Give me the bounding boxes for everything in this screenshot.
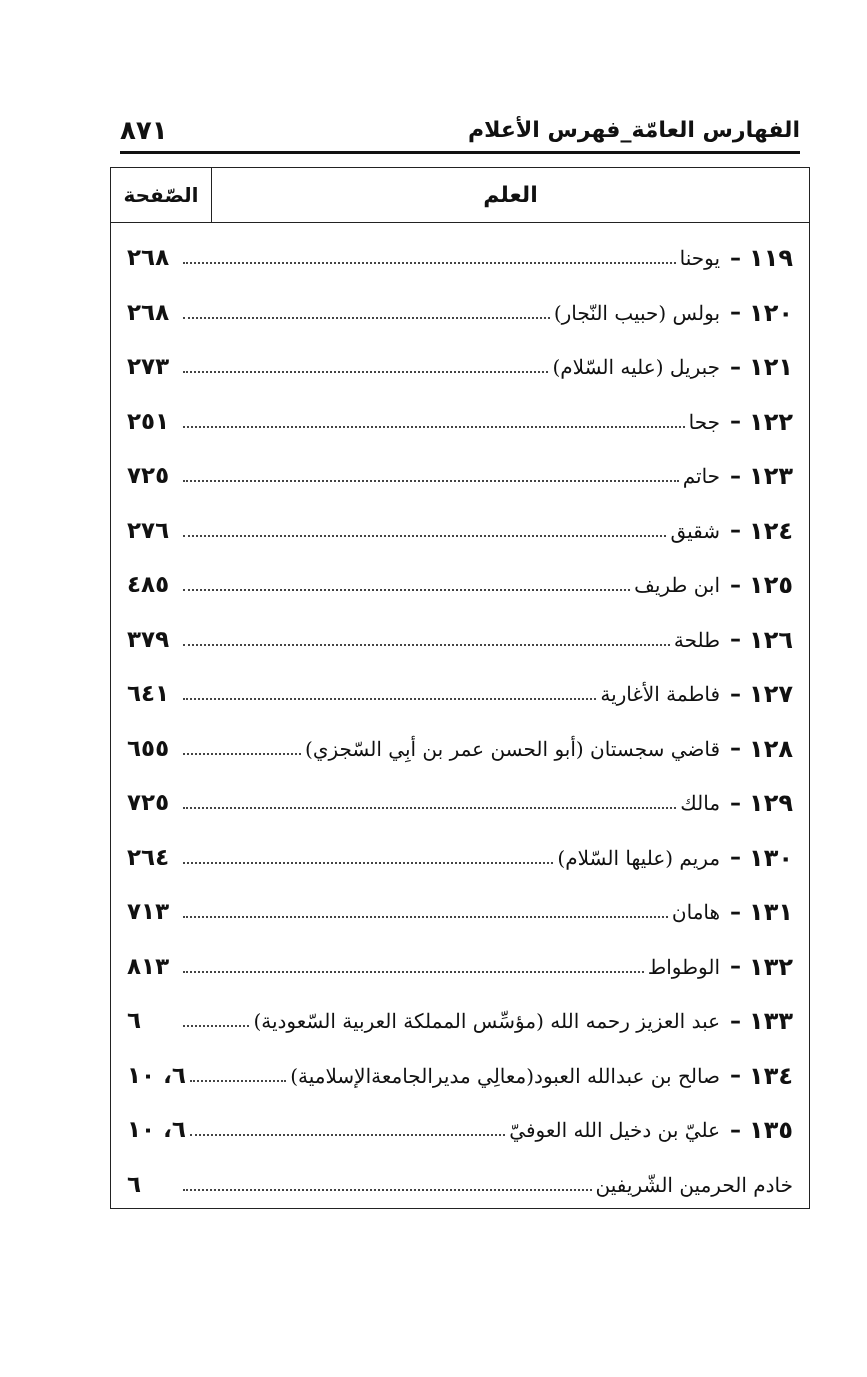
table-row <box>111 667 809 722</box>
table-row <box>111 558 809 613</box>
entry-number: ١٣١ <box>749 898 793 927</box>
entry-dash: – <box>730 463 742 489</box>
entry-name: فاطمة الأغارية <box>600 682 721 707</box>
dot-leader <box>183 535 666 537</box>
entry-name: يوحنا <box>679 246 721 271</box>
entry-name: حاتم <box>682 464 721 489</box>
names-index-table <box>110 167 810 1209</box>
table-row <box>111 776 809 831</box>
dot-leader <box>183 589 630 591</box>
dot-leader <box>190 1134 505 1136</box>
table-row <box>111 831 809 886</box>
entry-dash: – <box>730 899 742 925</box>
dot-leader <box>183 862 553 864</box>
table-body <box>111 223 809 1212</box>
entry-number: ١١٩ <box>749 244 793 273</box>
entry-name: الوطواط <box>647 954 721 979</box>
page-number: ٨٧١ <box>120 116 168 146</box>
entry-pages: ٧٢٥ <box>127 790 170 817</box>
entry-name: مالك <box>680 791 721 816</box>
dot-leader <box>183 1025 249 1027</box>
entry-pages: ٦ <box>127 1171 142 1198</box>
entry-name: بولس (حبيب النّجار) <box>553 300 721 325</box>
entry-dash: – <box>730 790 742 816</box>
entry-name: قاضي سجستان (أبو الحسن عمر بن أبِي السّجزي) <box>305 736 721 761</box>
entry-name: مريم (عليها السّلام) <box>557 845 721 870</box>
dot-leader <box>183 916 668 918</box>
dot-leader <box>183 426 685 428</box>
entry-number: ١٢٤ <box>749 516 793 545</box>
entry-pages: ٢٧٦ <box>127 517 170 544</box>
header-title: الفهارس العامّة_فهرس الأعلام <box>468 118 800 143</box>
entry-number: ١٢٣ <box>749 462 793 491</box>
entry-dash: – <box>730 300 742 326</box>
table-row <box>111 286 809 341</box>
entry-pages: ٦، ١٠ <box>127 1062 186 1089</box>
entry-number: ١٢٠ <box>749 298 793 327</box>
table-row <box>111 940 809 995</box>
entry-dash: – <box>730 681 742 707</box>
entry-number: ١٣٠ <box>749 843 793 872</box>
entry-dash: – <box>730 1008 742 1034</box>
entry-pages: ٣٧٩ <box>127 626 170 653</box>
entry-dash: – <box>730 1117 742 1143</box>
entry-name: عبد العزيز رحمه الله (مؤسِّس المملكة العربية السّعودية) <box>253 1009 721 1034</box>
table-row <box>111 1158 809 1213</box>
entry-number: ١٣٤ <box>749 1061 793 1090</box>
entry-pages: ٢٦٨ <box>127 245 170 272</box>
table-row <box>111 340 809 395</box>
table-row <box>111 231 809 286</box>
dot-leader <box>190 1080 286 1082</box>
entry-pages: ٤٨٥ <box>127 572 170 599</box>
entry-pages: ٢٥١ <box>127 408 170 435</box>
page-header <box>120 116 800 150</box>
entry-pages: ٦٥٥ <box>127 735 170 762</box>
dot-leader <box>183 644 670 646</box>
entry-number: ١٢٩ <box>749 789 793 818</box>
header-divider <box>120 151 800 154</box>
entry-number: ١٢٧ <box>749 680 793 709</box>
column-header-page: الصّفحة <box>111 168 212 222</box>
entry-pages: ٧١٣ <box>127 899 170 926</box>
entry-number: ١٣٣ <box>749 1007 793 1036</box>
entry-dash: – <box>730 736 742 762</box>
entry-pages: ٢٦٤ <box>127 844 170 871</box>
entry-dash: – <box>730 1063 742 1089</box>
table-row <box>111 994 809 1049</box>
entry-dash: – <box>730 627 742 653</box>
table-row <box>111 449 809 504</box>
entry-name: طلحة <box>673 627 721 652</box>
dot-leader <box>183 971 644 973</box>
entry-number: ١٢١ <box>749 353 793 382</box>
entry-number: ١٢٢ <box>749 407 793 436</box>
table-header <box>111 168 809 223</box>
entry-name: ابن طريف <box>634 573 721 598</box>
entry-dash: – <box>730 518 742 544</box>
entry-pages: ٨١٣ <box>127 953 170 980</box>
entry-pages: ٦، ١٠ <box>127 1117 186 1144</box>
entry-name: شقيق <box>670 518 721 543</box>
entry-number: ١٢٨ <box>749 734 793 763</box>
dot-leader <box>183 1189 592 1191</box>
dot-leader <box>183 807 676 809</box>
entry-dash: – <box>730 409 742 435</box>
entry-dash: – <box>730 845 742 871</box>
entry-name: عليّ بن دخيل الله العوفيّ <box>509 1118 721 1143</box>
entry-pages: ٦٤١ <box>127 681 170 708</box>
entry-name: صالح بن عبدالله العبود(معالِي مديرالجامعةالإسلامية) <box>290 1063 721 1088</box>
dot-leader <box>183 371 548 373</box>
dot-leader <box>183 317 550 319</box>
entry-dash: – <box>730 572 742 598</box>
entry-name: جبريل (عليه السّلام) <box>552 355 721 380</box>
table-row <box>111 885 809 940</box>
entry-number: ١٢٦ <box>749 625 793 654</box>
entry-number: ١٣٥ <box>749 1116 793 1145</box>
entry-dash: – <box>730 354 742 380</box>
entry-name: جحا <box>688 409 721 434</box>
dot-leader <box>183 262 676 264</box>
dot-leader <box>183 753 301 755</box>
table-row <box>111 504 809 559</box>
table-row <box>111 722 809 777</box>
entry-pages: ٢٧٣ <box>127 354 170 381</box>
table-row <box>111 613 809 668</box>
column-header-name: العلم <box>483 182 538 208</box>
table-row <box>111 1103 809 1158</box>
entry-dash: – <box>730 245 742 271</box>
table-row <box>111 395 809 450</box>
entry-name: هامان <box>671 900 721 925</box>
entry-name: خادم الحرمين الشّريفين <box>595 1172 793 1197</box>
entry-pages: ٢٦٨ <box>127 299 170 326</box>
entry-pages: ٧٢٥ <box>127 463 170 490</box>
entry-number: ١٢٥ <box>749 571 793 600</box>
entry-number: ١٣٢ <box>749 952 793 981</box>
entry-dash: – <box>730 954 742 980</box>
dot-leader <box>183 480 679 482</box>
table-row <box>111 1049 809 1104</box>
entry-pages: ٦ <box>127 1008 142 1035</box>
dot-leader <box>183 698 596 700</box>
